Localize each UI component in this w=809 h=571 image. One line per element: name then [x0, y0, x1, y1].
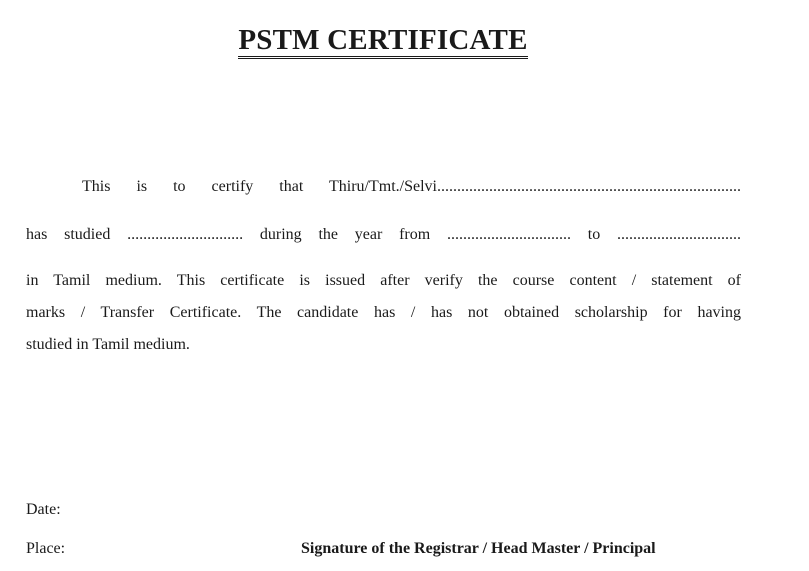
place-label: Place:	[26, 540, 66, 557]
body-line-5: studied in Tamil medium.	[26, 336, 190, 353]
certificate-title	[0, 22, 766, 58]
body-line-1: This is to certify that Thiru/Tmt./Selvi............................................................................	[82, 178, 741, 195]
date-label: Date:	[26, 501, 61, 518]
body-line-2: has studied ............................. during the year from ............................... to ...............................	[26, 226, 741, 243]
certificate-title-text: PSTM CERTIFICATE	[238, 24, 527, 59]
signature-line: Signature of the Registrar / Head Master / Principal	[301, 540, 656, 557]
body-line-4: marks / Transfer Certificate. The candidate has / has not obtained scholarship for having	[26, 304, 741, 321]
body-line-3: in Tamil medium. This certificate is issued after verify the course content / statement of	[26, 272, 741, 289]
